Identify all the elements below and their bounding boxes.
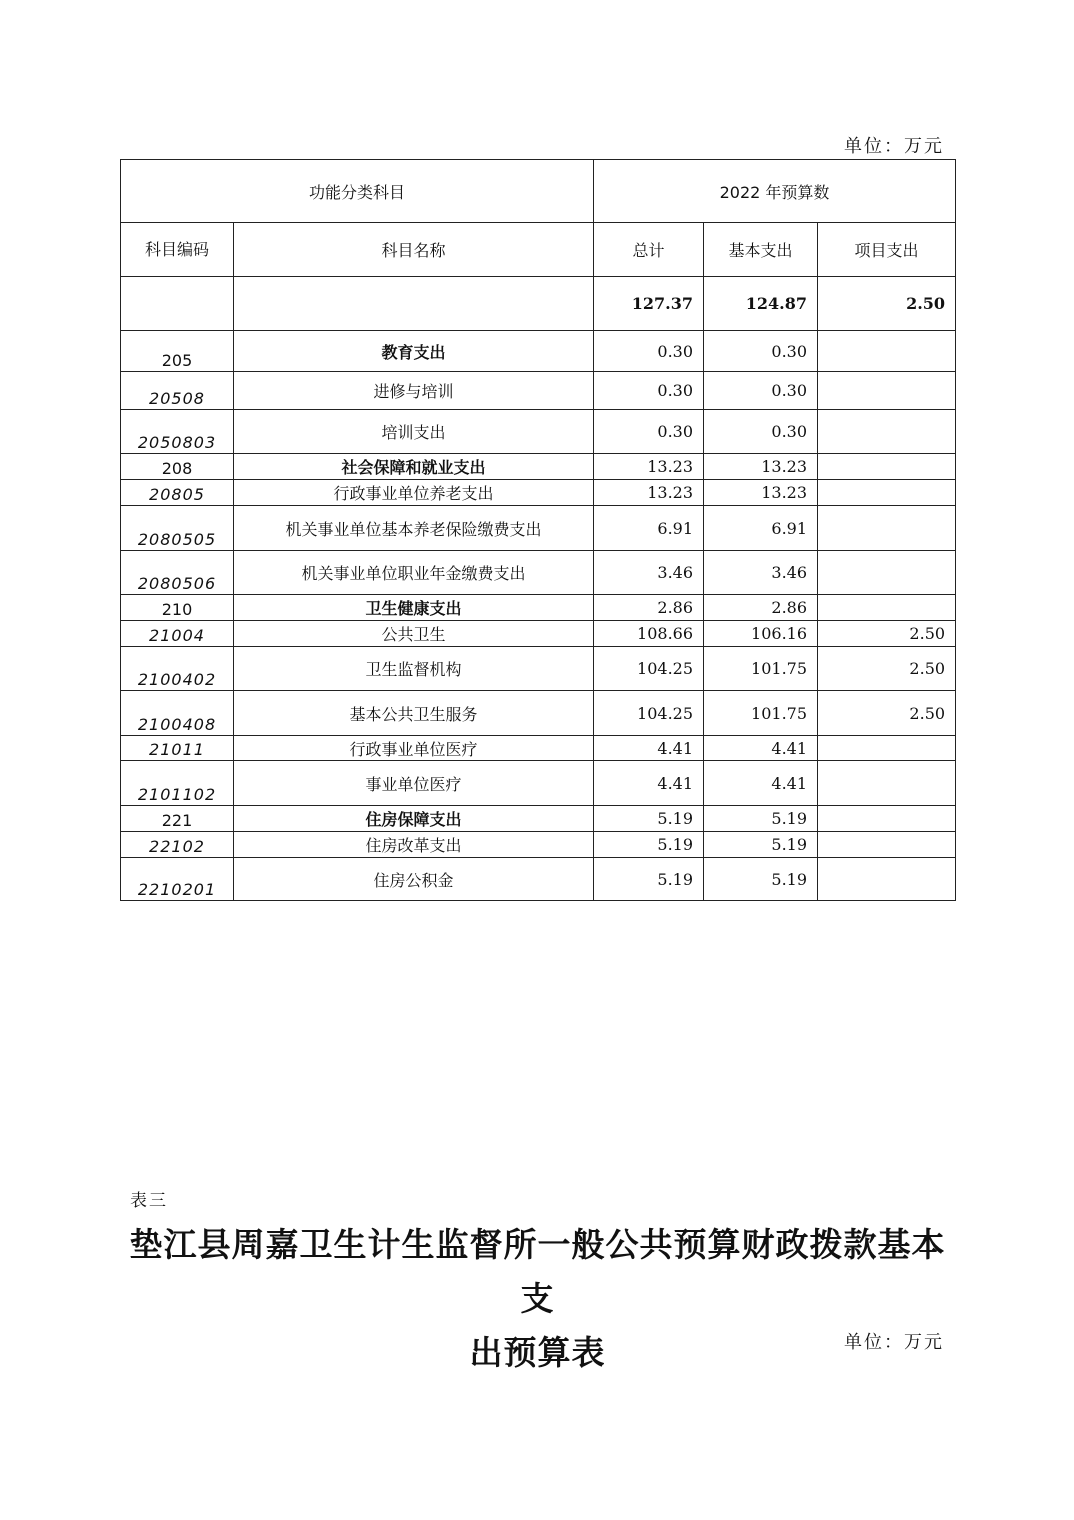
row-basic: 0.30 bbox=[704, 372, 818, 410]
row-name: 行政事业单位医疗 bbox=[234, 736, 594, 761]
title-line-2: 出预算表 bbox=[469, 1333, 606, 1372]
row-basic: 4.41 bbox=[704, 761, 818, 806]
row-name: 培训支出 bbox=[234, 410, 594, 454]
row-name: 住房公积金 bbox=[234, 858, 594, 901]
table-row bbox=[121, 761, 956, 806]
row-total: 13.23 bbox=[594, 454, 704, 480]
row-total: 4.41 bbox=[594, 761, 704, 806]
row-total: 4.41 bbox=[594, 736, 704, 761]
row-project bbox=[818, 736, 956, 761]
row-basic: 101.75 bbox=[704, 691, 818, 736]
row-name: 行政事业单位养老支出 bbox=[234, 480, 594, 506]
row-total: 5.19 bbox=[594, 806, 704, 832]
table-row bbox=[121, 480, 956, 506]
table-row bbox=[121, 372, 956, 410]
row-basic: 13.23 bbox=[704, 454, 818, 480]
row-name: 事业单位医疗 bbox=[234, 761, 594, 806]
row-project bbox=[818, 832, 956, 858]
table-row bbox=[121, 595, 956, 621]
row-basic: 5.19 bbox=[704, 806, 818, 832]
row-total: 2.86 bbox=[594, 595, 704, 621]
title-line-1: 垫江县周嘉卫生计生监督所一般公共预算财政拨款基本支 bbox=[129, 1225, 946, 1318]
totals-row bbox=[121, 277, 956, 331]
row-code: 2100402 bbox=[121, 647, 234, 691]
totals-code-cell bbox=[121, 277, 234, 331]
table-row bbox=[121, 858, 956, 901]
row-total: 3.46 bbox=[594, 551, 704, 595]
row-code: 2101102 bbox=[121, 761, 234, 806]
table-number-label: 表三 bbox=[130, 1191, 168, 1211]
table-row bbox=[121, 806, 956, 832]
row-name: 进修与培训 bbox=[234, 372, 594, 410]
row-project bbox=[818, 595, 956, 621]
row-name: 社会保障和就业支出 bbox=[234, 454, 594, 480]
row-total: 6.91 bbox=[594, 506, 704, 551]
table-row bbox=[121, 506, 956, 551]
table-row bbox=[121, 551, 956, 595]
header-total: 总计 bbox=[594, 223, 704, 277]
row-project bbox=[818, 506, 956, 551]
unit-label-bottom: 单位：万元 bbox=[844, 1332, 944, 1353]
header-project: 项目支出 bbox=[818, 223, 956, 277]
row-project: 2.50 bbox=[818, 691, 956, 736]
row-name: 机关事业单位基本养老保险缴费支出 bbox=[234, 506, 594, 551]
row-total: 104.25 bbox=[594, 647, 704, 691]
table-row bbox=[121, 331, 956, 372]
header-category: 功能分类科目 bbox=[121, 160, 594, 223]
row-code: 2080505 bbox=[121, 506, 234, 551]
row-total: 108.66 bbox=[594, 621, 704, 647]
row-code: 2050803 bbox=[121, 410, 234, 454]
row-name: 基本公共卫生服务 bbox=[234, 691, 594, 736]
table-row bbox=[121, 454, 956, 480]
row-name: 公共卫生 bbox=[234, 621, 594, 647]
table-row bbox=[121, 736, 956, 761]
row-code: 21011 bbox=[121, 736, 234, 761]
document-title bbox=[120, 1218, 955, 1380]
table-row bbox=[121, 410, 956, 454]
row-basic: 5.19 bbox=[704, 832, 818, 858]
totals-basic: 124.87 bbox=[704, 277, 818, 331]
row-total: 5.19 bbox=[594, 832, 704, 858]
row-project bbox=[818, 761, 956, 806]
row-basic: 101.75 bbox=[704, 647, 818, 691]
row-basic: 5.19 bbox=[704, 858, 818, 901]
row-total: 13.23 bbox=[594, 480, 704, 506]
totals-name-cell bbox=[234, 277, 594, 331]
row-project bbox=[818, 480, 956, 506]
row-name: 机关事业单位职业年金缴费支出 bbox=[234, 551, 594, 595]
row-basic: 3.46 bbox=[704, 551, 818, 595]
table-row bbox=[121, 621, 956, 647]
row-name: 卫生监督机构 bbox=[234, 647, 594, 691]
header-name: 科目名称 bbox=[234, 223, 594, 277]
row-project bbox=[818, 858, 956, 901]
row-name: 教育支出 bbox=[234, 331, 594, 372]
row-code: 210 bbox=[121, 595, 234, 621]
row-basic: 2.86 bbox=[704, 595, 818, 621]
row-total: 0.30 bbox=[594, 372, 704, 410]
row-basic: 0.30 bbox=[704, 331, 818, 372]
row-code: 205 bbox=[121, 331, 234, 372]
header-basic: 基本支出 bbox=[704, 223, 818, 277]
row-name: 住房改革支出 bbox=[234, 832, 594, 858]
row-code: 2210201 bbox=[121, 858, 234, 901]
row-total: 5.19 bbox=[594, 858, 704, 901]
row-basic: 13.23 bbox=[704, 480, 818, 506]
row-basic: 0.30 bbox=[704, 410, 818, 454]
row-name: 卫生健康支出 bbox=[234, 595, 594, 621]
row-project: 2.50 bbox=[818, 621, 956, 647]
row-code: 21004 bbox=[121, 621, 234, 647]
row-code: 20508 bbox=[121, 372, 234, 410]
header-code: 科目编码 bbox=[121, 223, 234, 277]
row-code: 22102 bbox=[121, 832, 234, 858]
row-basic: 6.91 bbox=[704, 506, 818, 551]
totals-project: 2.50 bbox=[818, 277, 956, 331]
row-basic: 106.16 bbox=[704, 621, 818, 647]
totals-total: 127.37 bbox=[594, 277, 704, 331]
header-row-1 bbox=[121, 160, 956, 223]
table-row bbox=[121, 647, 956, 691]
row-code: 20805 bbox=[121, 480, 234, 506]
row-code: 221 bbox=[121, 806, 234, 832]
header-row-2 bbox=[121, 223, 956, 277]
row-code: 2100408 bbox=[121, 691, 234, 736]
row-project: 2.50 bbox=[818, 647, 956, 691]
row-total: 104.25 bbox=[594, 691, 704, 736]
row-total: 0.30 bbox=[594, 410, 704, 454]
row-total: 0.30 bbox=[594, 331, 704, 372]
row-project bbox=[818, 331, 956, 372]
header-year-budget: 2022 年预算数 bbox=[594, 160, 956, 223]
row-name: 住房保障支出 bbox=[234, 806, 594, 832]
unit-label: 单位：万元 bbox=[844, 136, 944, 157]
table-row bbox=[121, 832, 956, 858]
row-code: 2080506 bbox=[121, 551, 234, 595]
table-row bbox=[121, 691, 956, 736]
row-project bbox=[818, 372, 956, 410]
row-code: 208 bbox=[121, 454, 234, 480]
row-project bbox=[818, 454, 956, 480]
budget-table bbox=[120, 159, 956, 901]
row-project bbox=[818, 551, 956, 595]
row-basic: 4.41 bbox=[704, 736, 818, 761]
row-project bbox=[818, 410, 956, 454]
row-project bbox=[818, 806, 956, 832]
